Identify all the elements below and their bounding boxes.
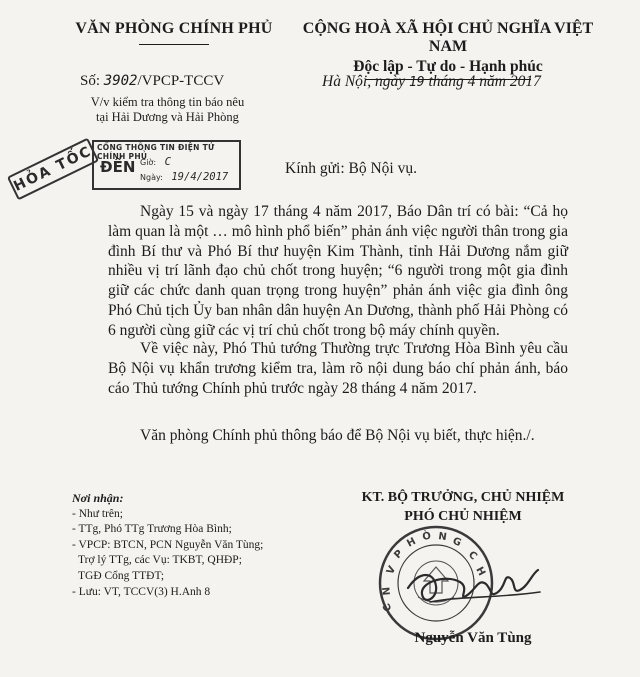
document-number-handwritten: 3902: [103, 73, 138, 89]
svg-text:N: N: [381, 586, 393, 596]
received-time-label: Giờ:: [140, 158, 159, 167]
svg-text:N: N: [437, 531, 448, 544]
handwritten-signature-icon: [400, 548, 560, 618]
agency-underline: [139, 44, 209, 45]
received-date-value: 19/4/2017: [171, 171, 229, 183]
national-header: [283, 20, 613, 80]
recipient-item: - Như trên;: [72, 507, 123, 520]
svg-text:Ò: Ò: [421, 530, 432, 543]
national-motto: Độc lập - Tự do - Hạnh phúc: [353, 58, 543, 75]
svg-text:V: V: [384, 564, 399, 577]
paragraph-text: Văn phòng Chính phủ thông báo để Bộ Nội vụ biết, thực hiện./.: [140, 427, 535, 444]
svg-text:H: H: [473, 565, 487, 578]
received-time-value: C: [164, 156, 171, 168]
document-number: [80, 73, 224, 90]
subject-line-2: tại Hải Dương và Hải Phòng: [96, 110, 239, 124]
svg-text:P: P: [392, 548, 406, 562]
paragraph-text: Ngày 15 và ngày 17 tháng 4 năm 2017, Báo Dân trí có bài: “Cả họ làm quan là một … mô hình phổ biến” phản ánh việc người thân trong gia đình Bí thư và Phó Bí thư huyện Kim Thành, tỉnh Hải Dương nắm giữ nhiều vị trí lãnh đạo chủ chốt trong huyện; “6 người trong một gia đình giữ các chức danh quan trọng trong huyện” phản ánh việc gia đình ông Phó Chủ tịch Ủy ban nhân dân huyện An Dương, thành phố Hải Phòng có 6 người cùng giữ các vị trí chủ chốt trong bộ máy chính quyền.: [108, 203, 568, 339]
received-time: [140, 156, 171, 168]
body-paragraph-1: [108, 202, 568, 341]
date-suffix: tháng 4 năm 2017: [424, 73, 541, 90]
recipient-item: - VPCP: BTCN, PCN Nguyễn Văn Tùng;: [72, 538, 264, 551]
signature-title: [325, 488, 601, 526]
recipient-item: - TTg, Phó TTg Trương Hòa Bình;: [72, 523, 232, 536]
svg-text:H: H: [405, 536, 418, 550]
document-subject: [70, 95, 265, 125]
date-line: [322, 73, 541, 91]
agency-header: [58, 20, 290, 45]
addressee: Kính gửi: Bộ Nội vụ.: [285, 160, 417, 177]
signature-title-line-2: PHÓ CHỦ NHIỆM: [404, 509, 522, 524]
received-stamp-label: ĐẾN: [100, 158, 136, 176]
received-stamp: [92, 140, 241, 190]
received-date-label: Ngày:: [140, 173, 166, 182]
recipient-item: - Lưu: VT, TCCV(3) H.Anh 8: [72, 585, 211, 598]
received-stamp-org: CỔNG THÔNG TIN ĐIỆN TỬ CHÍNH PHỦ: [97, 143, 215, 161]
svg-text:G: G: [450, 535, 463, 550]
subject-line-1: V/v kiểm tra thông tin báo nêu: [90, 95, 245, 109]
received-date: [140, 171, 228, 183]
date-day-handwritten: 19: [408, 75, 425, 90]
signature-title-line-1: KT. BỘ TRƯỞNG, CHỦ NHIỆM: [361, 490, 565, 505]
nation-title: CỘNG HOÀ XÃ HỘI CHỦ NGHĨA VIỆT NAM: [302, 20, 594, 55]
recipients-title: Nơi nhận:: [72, 491, 124, 505]
recipient-item: Trợ lý TTg, các Vụ: TKBT, QHĐP;: [78, 554, 242, 567]
body-paragraph-3: [108, 426, 568, 446]
body-paragraph-2: [108, 339, 568, 398]
document-number-prefix: Số:: [80, 73, 104, 89]
paragraph-text: Về việc này, Phó Thủ tướng Thường trực Trương Hòa Bình yêu cầu Bộ Nội vụ khẩn trương kiểm tra, làm rõ nội dung báo chí phản ánh, báo cáo Thủ tướng Chính phủ trước ngày 28 tháng 4 năm 2017.: [108, 340, 568, 397]
document-number-suffix: /VPCP-TCCV: [137, 73, 225, 89]
svg-text:C: C: [465, 549, 479, 563]
agency-name: VĂN PHÒNG CHÍNH PHỦ: [75, 20, 273, 37]
recipients-block: [72, 491, 302, 600]
svg-text:C: C: [381, 601, 395, 613]
urgent-stamp: HỎA TỐC: [7, 138, 99, 201]
recipient-item: TGĐ Cổng TTĐT;: [78, 569, 165, 582]
signer-name: Nguyễn Văn Tùng: [414, 630, 532, 646]
date-prefix: Hà Nội, ngày: [322, 73, 409, 90]
